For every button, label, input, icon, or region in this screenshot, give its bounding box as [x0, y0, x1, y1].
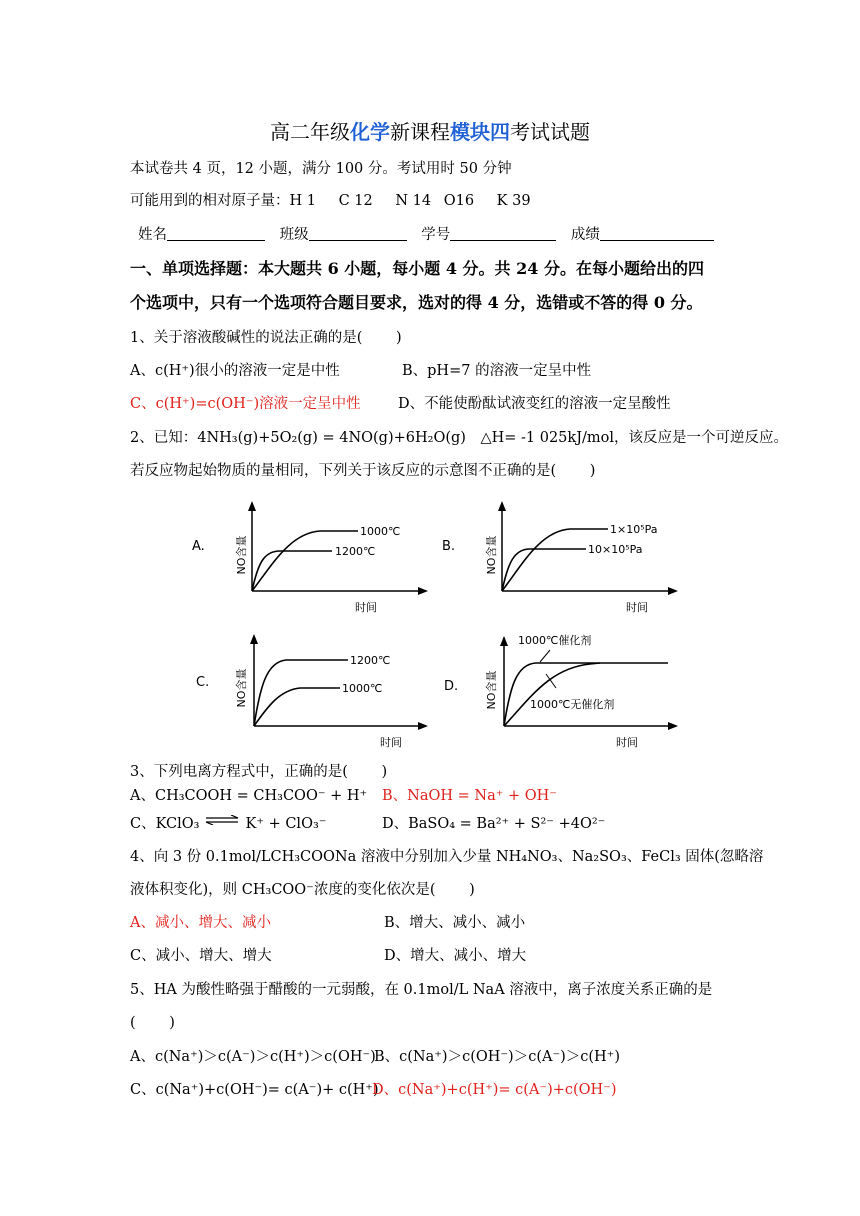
chart-a-series-2 — [252, 551, 332, 591]
id-field[interactable] — [450, 226, 556, 241]
chart-c-label: C. — [196, 675, 210, 690]
q1-option-b: B、pH=7 的溶液一定呈中性 — [402, 363, 592, 379]
q3-stem: 3、下列电离方程式中，正确的是( ) — [130, 764, 388, 780]
q1-option-c: C、c(H⁺)=c(OH⁻)溶液一定呈中性 — [130, 396, 361, 412]
q1-options-row1 — [130, 361, 591, 381]
q1-option-a: A、c(H⁺)很小的溶液一定是中性 — [130, 363, 340, 379]
chart-c-xlabel: 时间 — [380, 736, 402, 749]
q5-option-c: C、c(Na⁺)+c(OH⁻)= c(A⁻)+ c(H⁺) — [130, 1082, 379, 1098]
chart-a-series-1 — [252, 531, 358, 591]
chart-b-series-2 — [502, 549, 586, 591]
chart-c-x-arrow — [418, 722, 428, 730]
chart-d-series-1 — [504, 663, 668, 726]
q5-stem-line1: 5、HA 为酸性略强于醋酸的一元弱酸，在 0.1mol/L NaA 溶液中，离子浓度关系正确的是 — [130, 982, 713, 998]
mass-k: K 39 — [496, 193, 531, 209]
chart-a-xlabel: 时间 — [355, 601, 377, 614]
q2-stem-line1: 2、已知：4NH₃(g)+5O₂(g) = 4NO(g)+6H₂O(g) △H= -1 025kJ/mol，该反应是一个可逆反应。 — [130, 430, 789, 446]
chart-b-xlabel: 时间 — [626, 601, 648, 614]
chart-b-y-arrow — [498, 501, 506, 511]
chart-c-ylabel: NO含量 — [235, 668, 248, 708]
section1-line1: 一、单项选择题：本大题共 6 小题，每小题 4 分。共 24 分。在每小题给出的四 — [130, 259, 704, 278]
chart-a-x-arrow — [418, 587, 428, 595]
q4-option-d: D、增大、减小、增大 — [384, 948, 527, 964]
chart-d-label: D. — [444, 679, 459, 694]
chart-b-series-1 — [502, 529, 608, 591]
q5-option-d: D、c(Na⁺)+c(H⁺)= c(A⁻)+c(OH⁻) — [372, 1082, 617, 1098]
q4-option-b: B、增大、减小、减小 — [384, 915, 526, 931]
section1-line2: 个选项中，只有一个选项符合题目要求，选对的得 4 分，选错或不答的得 0 分。 — [130, 293, 703, 312]
masses-label: 可能用到的相对原子量： — [130, 193, 290, 209]
chart-b-series-1-label: 1×10⁵Pa — [610, 523, 658, 536]
q3-options-row2 — [130, 814, 605, 834]
q3-option-d: D、BaSO₄ = Ba²⁺ + S²⁻ +4O²⁻ — [382, 816, 606, 832]
q5-option-b: B、c(Na⁺)＞c(OH⁻)＞c(A⁻)＞c(H⁺) — [374, 1049, 620, 1065]
q3-option-b: B、NaOH = Na⁺ + OH⁻ — [382, 788, 557, 804]
reversible-arrow-icon — [205, 815, 239, 825]
chart-d-series-1-label: 1000℃催化剂 — [518, 634, 592, 647]
name-label: 姓名 — [138, 227, 167, 243]
chart-a — [190, 495, 430, 615]
title-part-5: 考试试题 — [510, 120, 590, 144]
chart-c-series-1-label: 1200℃ — [350, 654, 391, 667]
chart-c-series-2-label: 1000℃ — [342, 682, 383, 695]
title-part-2: 化学 — [350, 120, 390, 144]
q5-options-row2 — [130, 1080, 617, 1100]
name-field[interactable] — [167, 226, 265, 241]
chart-b-series-2-label: 10×10⁵Pa — [588, 543, 643, 556]
q4-option-c: C、减小、增大、增大 — [130, 948, 272, 964]
q5-stem-line2: ( ) — [130, 1015, 175, 1031]
q3-option-c-left: C、KClO₃ — [130, 816, 200, 832]
chart-a-series-2-label: 1200℃ — [335, 545, 376, 558]
class-field[interactable] — [309, 226, 407, 241]
q5-options-row1 — [130, 1047, 620, 1067]
chart-c-series-2 — [254, 688, 340, 726]
title-part-1: 高二年级 — [270, 120, 350, 144]
title-part-4: 模块四 — [450, 120, 510, 144]
mass-h: H 1 — [289, 193, 316, 209]
page-title — [0, 116, 860, 145]
q4-options-row1 — [130, 913, 525, 933]
q2-stem-line2: 若反应物起始物质的量相同，下列关于该反应的示意图不正确的是( ) — [130, 463, 596, 479]
mass-o: O16 — [443, 193, 475, 209]
score-label: 成绩 — [570, 227, 600, 243]
chart-a-y-arrow — [248, 501, 256, 511]
chart-d-pointer-1 — [540, 650, 550, 662]
title-part-3: 新课程 — [390, 120, 450, 144]
chart-d-x-arrow — [668, 722, 678, 730]
chart-c-y-arrow — [250, 634, 258, 644]
q4-option-a: A、减小、增大、减小 — [130, 915, 271, 931]
mass-c: C 12 — [338, 193, 373, 209]
atomic-masses — [130, 191, 531, 211]
chart-c-series-1 — [254, 660, 348, 726]
chart-d-y-arrow — [500, 636, 508, 646]
chart-d-xlabel: 时间 — [616, 736, 638, 749]
chart-b-ylabel: NO含量 — [485, 535, 498, 575]
q3-option-c-right: K⁺ + ClO₃⁻ — [245, 816, 327, 832]
chart-c — [190, 628, 430, 750]
score-field[interactable] — [600, 226, 714, 241]
chart-b — [440, 495, 680, 615]
chart-b-x-arrow — [668, 587, 678, 595]
chart-a-ylabel: NO含量 — [235, 535, 248, 575]
mass-n: N 14 — [395, 193, 432, 209]
q1-option-d: D、不能使酚酞试液变红的溶液一定呈酸性 — [398, 396, 671, 412]
q4-options-row2 — [130, 946, 526, 966]
chart-a-series-1-label: 1000℃ — [360, 525, 401, 538]
q3-option-a: A、CH₃COOH = CH₃COO⁻ + H⁺ — [130, 788, 368, 804]
q1-options-row2 — [130, 394, 671, 414]
chart-b-label: B. — [442, 539, 456, 554]
chart-a-label: A. — [192, 539, 205, 554]
q3-options-row1 — [130, 786, 557, 806]
chart-d-ylabel: NO含量 — [485, 670, 498, 710]
chart-d-series-2-label: 1000℃无催化剂 — [530, 698, 615, 711]
id-label: 学号 — [421, 227, 451, 243]
class-label: 班级 — [279, 227, 309, 243]
q4-stem-line1: 4、向 3 份 0.1mol/LCH₃COONa 溶液中分别加入少量 NH₄NO₃、Na₂SO₃、FeCl₃ 固体(忽略溶 — [130, 849, 764, 865]
exam-intro: 本试卷共 4 页，12 小题，满分 100 分。考试用时 50 分钟 — [130, 161, 512, 177]
q5-option-a: A、c(Na⁺)＞c(A⁻)＞c(H⁺)＞c(OH⁻) — [130, 1049, 376, 1065]
q4-stem-line2: 液体积变化)，则 CH₃COO⁻浓度的变化依次是( ) — [130, 882, 475, 898]
q1-stem: 1、关于溶液酸碱性的说法正确的是( ) — [130, 330, 402, 346]
chart-d — [440, 628, 680, 750]
q3-option-c — [130, 814, 382, 834]
student-info — [138, 225, 714, 245]
